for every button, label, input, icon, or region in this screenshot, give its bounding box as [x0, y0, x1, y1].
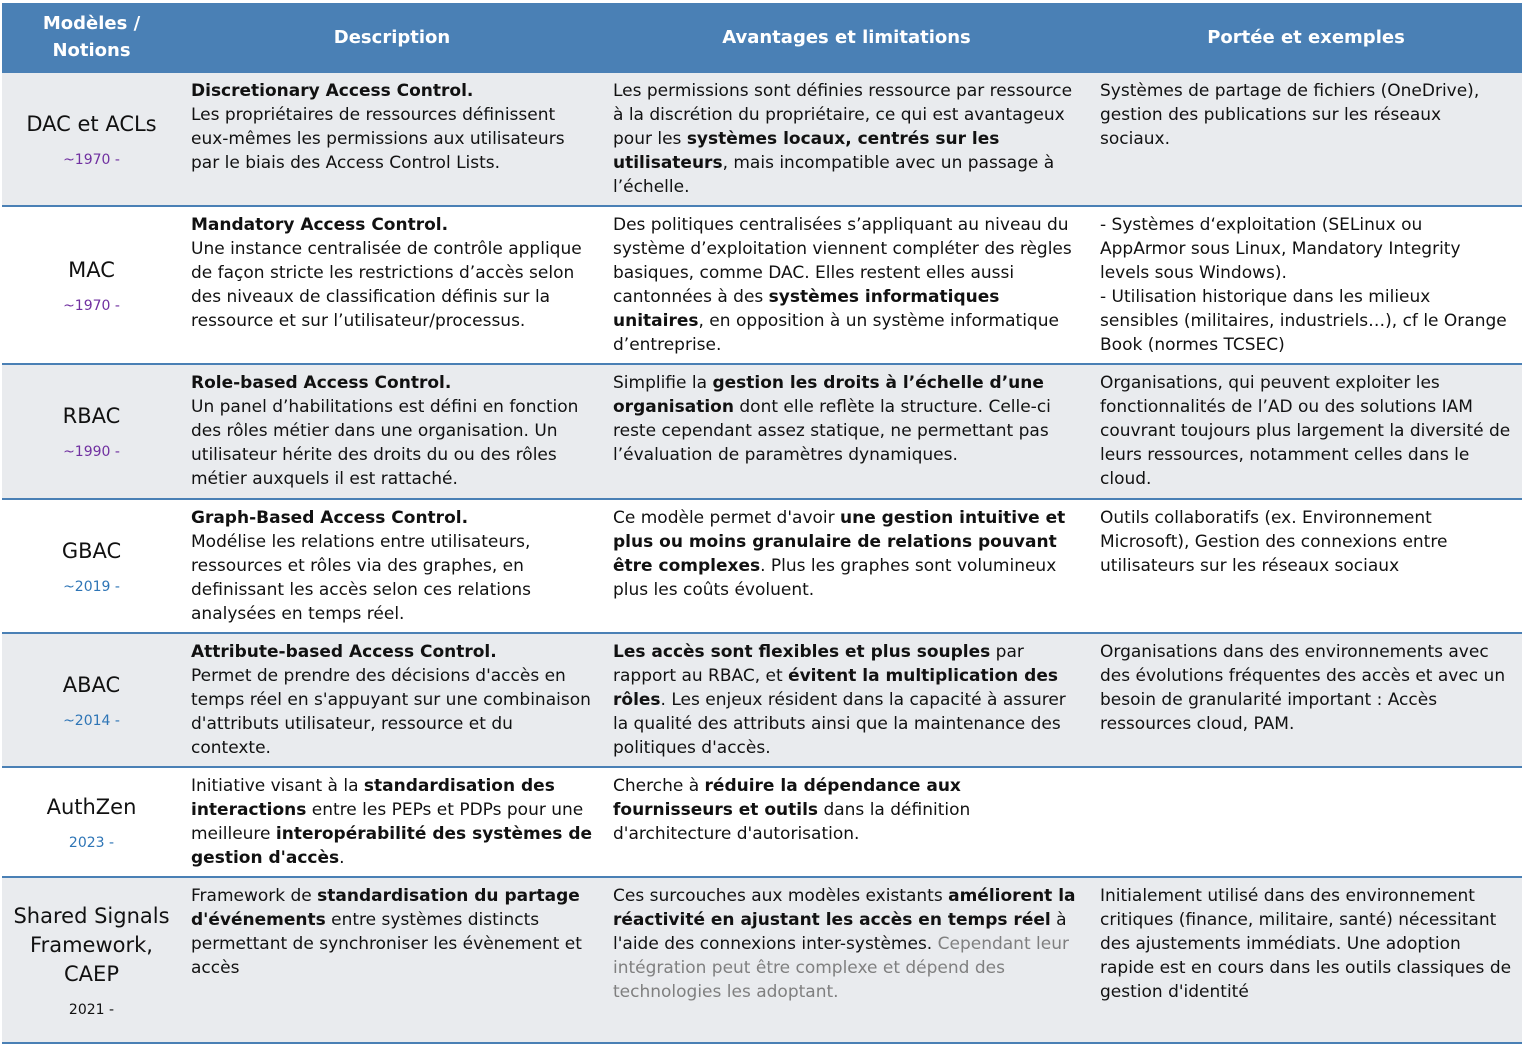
description-cell: [181, 767, 603, 877]
advantages-cell: [603, 206, 1090, 364]
description-cell: [181, 364, 603, 499]
scope-cell: [1090, 364, 1522, 499]
scope-cell: [1090, 767, 1522, 877]
bold-text: standardisation du partage d'événements: [191, 886, 580, 930]
scope-cell: [1090, 877, 1522, 1043]
description-cell: [181, 72, 603, 206]
model-date: ~1970 -: [63, 151, 120, 168]
model-date: ~2019 -: [63, 578, 120, 595]
bold-text: évitent la multiplication des rôles: [613, 666, 1058, 710]
text-segment: Ce modèle permet d'avoir: [613, 508, 841, 528]
model-cell: [2, 767, 181, 877]
model-cell: [2, 633, 181, 767]
model-date: ~1990 -: [63, 444, 120, 460]
table-row: [2, 633, 1522, 767]
advantages-cell: [603, 767, 1090, 877]
description-cell: [181, 499, 603, 633]
text-segment: entre les PEPs et PDPs pour une meilleure: [191, 800, 584, 844]
table-row: [2, 877, 1522, 1043]
bold-text: Les accès sont flexibles et plus souples: [613, 642, 991, 662]
text-segment: Outils collaboratifs (ex. Environnement Microsoft), Gestion des connexions entre utilisateurs sur les réseaux sociaux: [1100, 508, 1448, 576]
model-date: 2021 -: [68, 1001, 115, 1018]
text-segment: . Plus les graphes sont volumineux plus les coûts évoluent.: [613, 556, 1057, 600]
description-cell: [181, 877, 603, 1043]
advantages-cell: [603, 499, 1090, 633]
table-row: [2, 767, 1522, 877]
advantages-cell: [603, 364, 1090, 499]
scope-cell: [1090, 633, 1522, 767]
text-segment: .: [339, 848, 345, 868]
model-name: DAC et ACLs: [26, 111, 157, 136]
text-segment: Modélise les relations entre utilisateurs, ressources et rôles via des graphes, en definissant les accès selon ces relations analysées en temps réel.: [191, 532, 532, 624]
model-date: ~2014 -: [63, 712, 120, 729]
text-segment: Simplifie la: [613, 373, 713, 393]
model-cell: [2, 206, 181, 364]
text-segment: par rapport au RBAC, et: [613, 642, 1024, 686]
text-segment: Framework de: [191, 886, 318, 906]
text-segment: Un panel d’habilitations est défini en fonction des rôles métier dans une organisation. Un utilisateur hérite des droits du ou des rôles métier auxquels il est rattaché.: [191, 397, 579, 489]
bold-text: standardisation des interactions: [191, 776, 555, 820]
text-segment: Organisations, qui peuvent exploiter les fonctionnalités de l’AD ou des solutions IAM couvrant toujours plus largement la diversité de leurs ressources, notamment celles dans le cloud.: [1100, 373, 1511, 489]
description-cell: [181, 633, 603, 767]
text-segment: Ces surcouches aux modèles existants: [613, 886, 949, 906]
text-segment: Cherche à: [613, 776, 705, 796]
bold-text: Graph-Based Access Control.: [191, 508, 469, 528]
header-advantages: Avantages et limitations: [603, 3, 1090, 72]
advantages-cell: [603, 633, 1090, 767]
table-row: [2, 206, 1522, 364]
table-row: [2, 364, 1522, 499]
text-segment: - Utilisation historique dans les milieux sensibles (militaires, industriels…), cf le Orange Book (normes TCSEC): [1100, 287, 1507, 355]
muted-text: Cependant leur intégration peut être complexe et dépend des technologies les adoptant.: [613, 934, 1069, 1002]
bold-text: une gestion intuitive et plus ou moins granulaire de relations pouvant être complexes: [613, 508, 1066, 576]
scope-cell: [1090, 72, 1522, 206]
text-segment: Permet de prendre des décisions d'accès en temps réel en s'appuyant sur une combinaison d'attributs utilisateur, ressource et du contexte.: [191, 666, 591, 758]
bold-text: interopérabilité des systèmes de gestion d'accès: [191, 824, 593, 868]
bold-text: Role-based Access Control.: [191, 373, 452, 393]
table-row: [2, 499, 1522, 633]
text-segment: Les propriétaires de ressources définissent eux-mêmes les permissions aux utilisateurs par le biais des Access Control Lists.: [191, 105, 565, 173]
text-segment: Une instance centralisée de contrôle applique de façon stricte les restrictions d’accès selon des niveaux de classification définis sur la ressource et sur l’utilisateur/processus.: [191, 239, 582, 331]
model-name: GBAC: [61, 538, 122, 563]
text-segment: Initiative visant à la: [191, 776, 364, 796]
model-name: MAC: [68, 257, 115, 282]
bold-text: gestion les droits à l’échelle d’une organisation: [613, 373, 1044, 417]
model-date: 2023 -: [68, 834, 115, 851]
text-segment: Les permissions sont définies ressource par ressource à la discrétion du propriétaire, ce qui est avantageux pour les: [613, 81, 1073, 149]
bold-text: Attribute-based Access Control.: [191, 642, 497, 662]
text-segment: Des politiques centralisées s’appliquant au niveau du système d’exploitation viennent compléter des règles basiques, comme DAC. Elles restent elles aussi cantonnées à des: [613, 215, 1072, 307]
bold-text: améliorent la réactivité en ajustant les accès en temps réel: [613, 886, 1076, 930]
bold-text: systèmes informatiques unitaires: [613, 287, 1000, 331]
bold-text: Discretionary Access Control.: [191, 81, 474, 101]
header-scope: Portée et exemples: [1090, 3, 1522, 72]
text-segment: dont elle reflète la structure. Celle-ci reste cependant assez statique, ne permettant pas l’évaluation de paramètres dynamiques.: [613, 397, 1051, 465]
text-segment: dans la définition d'architecture d'autorisation.: [613, 800, 971, 844]
header-models: Modèles / Notions: [2, 3, 181, 72]
scope-cell: [1090, 499, 1522, 633]
model-name: RBAC: [62, 404, 121, 428]
table-row: [2, 72, 1522, 206]
header-description: Description: [181, 3, 603, 72]
text-segment: Organisations dans des environnements avec des évolutions fréquentes des accès et avec un besoin de granularité important : Accès ressources cloud, PAM.: [1100, 642, 1506, 734]
text-segment: Systèmes de partage de fichiers (OneDrive), gestion des publications sur les réseaux sociaux.: [1100, 81, 1480, 149]
model-name: Shared Signals Framework, CAEP: [13, 903, 170, 986]
model-cell: [2, 364, 181, 499]
text-segment: , mais incompatible avec un passage à l’échelle.: [613, 153, 1055, 197]
advantages-cell: [603, 877, 1090, 1043]
advantages-cell: [603, 72, 1090, 206]
model-cell: [2, 72, 181, 206]
text-segment: Initialement utilisé dans des environnement critiques (finance, militaire, santé) nécessitant des ajustements immédiats. Une adoption rapide est en cours dans les outils classiques de gestion d'identité: [1100, 886, 1512, 1002]
text-segment: . Les enjeux résident dans la capacité à assurer la qualité des attributs ainsi que la maintenance des politiques d'accès.: [613, 690, 1066, 758]
text-segment: - Systèmes d‘exploitation (SELinux ou AppArmor sous Linux, Mandatory Integrity levels sous Windows).: [1100, 215, 1461, 283]
bold-text: Mandatory Access Control.: [191, 215, 449, 235]
text-segment: , en opposition à un système informatique d’entreprise.: [613, 311, 1059, 355]
model-name: AuthZen: [46, 794, 137, 819]
model-date: ~1970 -: [63, 297, 120, 314]
text-segment: à l'aide des connexions inter-systèmes.: [613, 910, 1067, 954]
header-row: [2, 3, 1522, 72]
description-cell: [181, 206, 603, 364]
bold-text: systèmes locaux, centrés sur les utilisateurs: [613, 129, 1000, 173]
model-name: ABAC: [62, 672, 121, 697]
model-cell: [2, 877, 181, 1043]
model-cell: [2, 499, 181, 633]
bold-text: réduire la dépendance aux fournisseurs et outils: [613, 776, 961, 820]
access-control-models-table: [2, 3, 1522, 1044]
text-segment: entre systèmes distincts permettant de synchroniser les évènement et accès: [191, 910, 582, 978]
scope-cell: [1090, 206, 1522, 364]
